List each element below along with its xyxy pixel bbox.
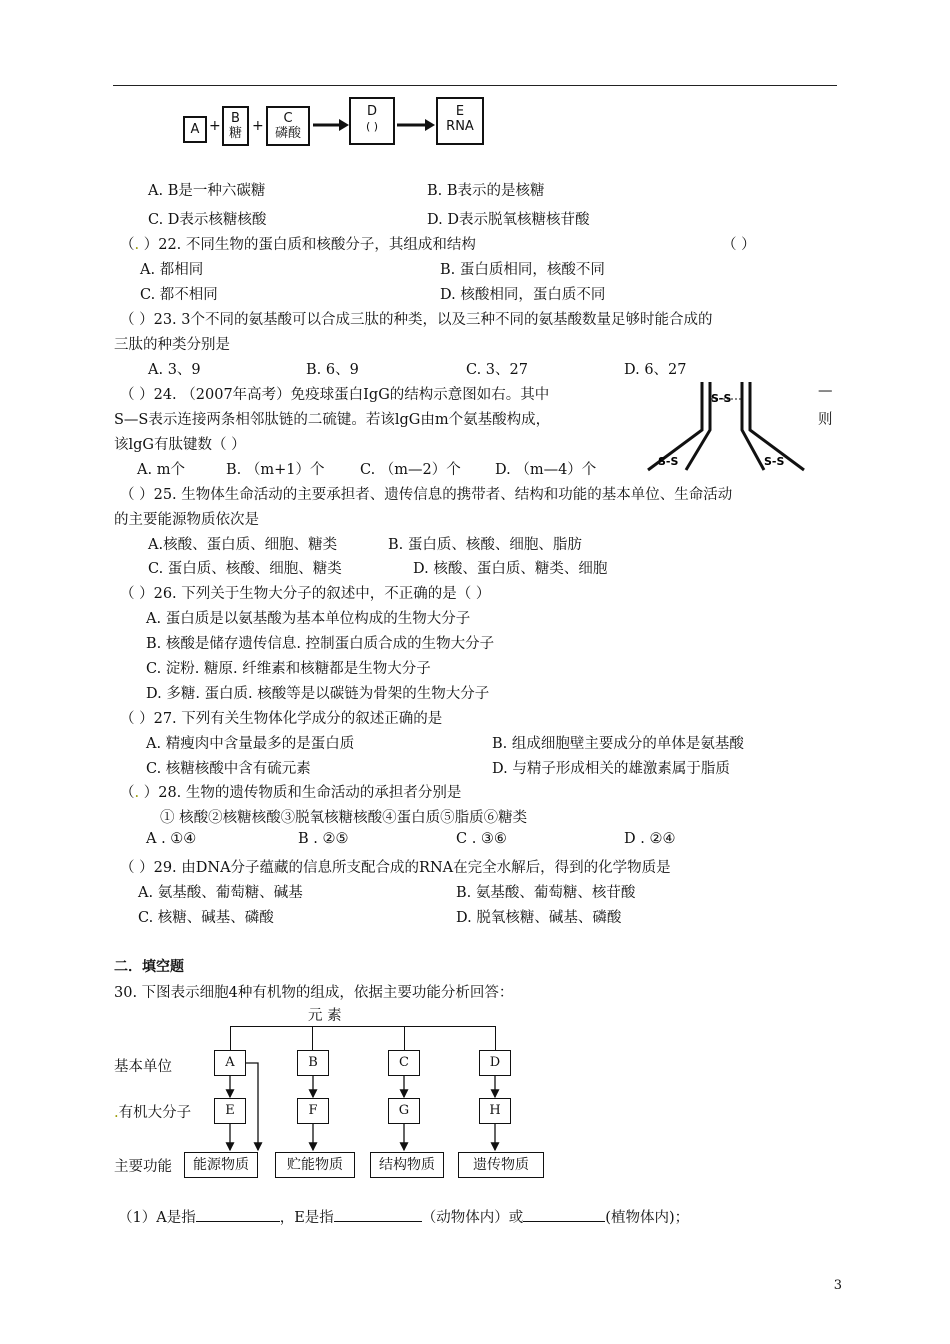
q25-stem-line1: （ ）25. 生物体生命活动的主要承担者、遗传信息的携带者、结构和功能的基本单位、生命活动	[120, 487, 733, 503]
section-title-fill-in: 二．填空题	[114, 959, 184, 975]
q23-option-d: D. 6、27	[624, 362, 687, 378]
unit-box-a: A	[214, 1050, 246, 1076]
q28-items: ① 核酸②核糖核酸③脱氧核糖核酸④蛋白质⑤脂质⑥糖类	[160, 810, 528, 826]
q22-option-a: A. 都相同	[140, 262, 204, 278]
blank-a[interactable]	[196, 1221, 280, 1222]
row-label-basic-unit: 基本单位	[114, 1059, 172, 1075]
flow-box-b: B 糖	[222, 106, 249, 146]
q29-stem: （ ）29. 由DNA分子蕴藏的信息所支配合成的RNA在完全水解后，得到的化学物质是	[120, 860, 671, 876]
q24-stem-line1-end: —	[818, 383, 833, 399]
igg-structure-diagram	[640, 378, 820, 478]
q24-option-a: A. m个	[137, 462, 185, 478]
function-box-storage: 贮能物质	[275, 1152, 355, 1178]
ss-bond-left: S-S	[658, 455, 679, 468]
q28-stem: （. ）28. 生物的遗传物质和生命活动的承担者分别是	[120, 785, 462, 801]
q27-stem: （ ）27. 下列有关生物体化学成分的叙述正确的是	[120, 711, 443, 727]
elements-label: 元 素	[308, 1008, 342, 1024]
unit-box-c: C	[388, 1050, 420, 1076]
q24-option-c: C. （m—2）个	[360, 462, 461, 478]
function-box-structural: 结构物质	[370, 1152, 444, 1178]
q30-subquestion-1: （1）A是指 ，E是指 （动物体内）或 (植物体内)；	[118, 1210, 690, 1226]
flow-arrow-1	[312, 118, 350, 132]
blank-e-plant[interactable]	[523, 1221, 605, 1222]
blank-e-animal[interactable]	[334, 1221, 422, 1222]
macro-box-g: G	[388, 1098, 420, 1124]
q25-option-c: C. 蛋白质、核酸、细胞、糖类	[148, 561, 342, 577]
q22-option-c: C. 都不相同	[140, 287, 218, 303]
q25-stem-line2: 的主要能源物质依次是	[114, 512, 259, 528]
q23-stem-line1: （ ）23. 3个不同的氨基酸可以合成三肽的种类，以及三种不同的氨基酸数量足够时能合成的	[120, 312, 713, 328]
q30-arrows	[200, 1060, 520, 1152]
q26-option-b: B. 核酸是储存遗传信息. 控制蛋白质合成的生物大分子	[146, 636, 495, 652]
q23-stem-line2: 三肽的种类分别是	[114, 337, 230, 353]
ss-bond-top: S-S	[711, 392, 732, 405]
q21-option-b: B. B表示的是核糖	[427, 183, 545, 199]
q22-option-b: B. 蛋白质相同，核酸不同	[440, 262, 605, 278]
q21-option-c: C. D表示核糖核酸	[148, 212, 267, 228]
q24-stem-line1: （ ）24. （2007年高考）免疫球蛋白IgG的结构示意图如右。其中	[120, 387, 550, 403]
macro-box-f: F	[297, 1098, 329, 1124]
row-label-main-function: 主要功能	[114, 1159, 172, 1175]
q27-option-a: A. 精瘦肉中含量最多的是蛋白质	[146, 736, 355, 752]
flow-box-e: E RNA	[436, 97, 484, 145]
q27-option-d: D. 与精子形成相关的雄激素属于脂质	[492, 761, 730, 777]
ss-bond-right: S-S	[764, 455, 785, 468]
q25-option-b: B. 蛋白质、核酸、细胞、脂肪	[388, 537, 582, 553]
q28-option-d: D . ②④	[624, 831, 676, 847]
q25-option-a: A.核酸、蛋白质、细胞、糖类	[148, 537, 338, 553]
q24-stem-line2-end: 则	[818, 412, 833, 428]
q26-option-c: C. 淀粉. 糖原. 纤维素和核糖都是生物大分子	[146, 661, 431, 677]
flow-box-a: A	[183, 116, 207, 143]
elements-bar	[230, 1026, 495, 1027]
q30-stem: 30. 下图表示细胞4种有机物的组成，依据主要功能分析回答：	[114, 985, 514, 1001]
q26-option-a: A. 蛋白质是以氨基酸为基本单位构成的生物大分子	[146, 611, 471, 627]
q29-option-d: D. 脱氧核糖、碱基、磷酸	[456, 910, 622, 926]
flow-plus-2: +	[252, 118, 264, 134]
q21-option-a: A. B是一种六碳糖	[148, 183, 266, 199]
q22-option-d: D. 核酸相同，蛋白质不同	[440, 287, 606, 303]
q21-option-d: D. D表示脱氧核糖核苷酸	[427, 212, 590, 228]
q24-option-d: D. （m—4）个	[495, 462, 597, 478]
header-rule	[113, 85, 837, 86]
flow-arrow-2	[396, 118, 436, 132]
q24-stem-line2: S—S表示连接两条相邻肽链的二硫键。若该lgG由m个氨基酸构成，	[114, 412, 551, 428]
q25-option-d: D. 核酸、蛋白质、糖类、细胞	[413, 561, 608, 577]
q26-option-d: D. 多糖. 蛋白质. 核酸等是以碳链为骨架的生物大分子	[146, 686, 490, 702]
unit-box-d: D	[479, 1050, 511, 1076]
q24-stem-line3: 该lgG有肽键数（ ）	[114, 437, 246, 453]
q23-option-c: C. 3、27	[466, 362, 528, 378]
q23-option-a: A. 3、9	[148, 362, 201, 378]
function-box-genetic: 遗传物质	[458, 1152, 544, 1178]
q27-option-c: C. 核糖核酸中含有硫元素	[146, 761, 311, 777]
flow-box-c: C 磷酸	[266, 106, 310, 146]
q28-option-a: A . ①④	[146, 831, 197, 847]
flow-box-d: D ( )	[349, 97, 395, 145]
q28-option-c: C . ③⑥	[456, 831, 507, 847]
q28-option-b: B . ②⑤	[298, 831, 349, 847]
macro-box-e: E	[214, 1098, 246, 1124]
flow-plus-1: +	[209, 118, 221, 134]
page-number: 3	[833, 1278, 842, 1293]
macro-box-h: H	[479, 1098, 511, 1124]
q29-option-b: B. 氨基酸、葡萄糖、核苷酸	[456, 885, 636, 901]
q23-option-b: B. 6、9	[306, 362, 359, 378]
q24-option-b: B. （m+1）个	[226, 462, 325, 478]
function-box-energy: 能源物质	[184, 1152, 258, 1178]
q22-answer-bracket: （ ）	[722, 237, 756, 253]
q22-stem: （. ）22. 不同生物的蛋白质和核酸分子，其组成和结构	[120, 237, 476, 253]
q29-option-c: C. 核糖、碱基、磷酸	[138, 910, 274, 926]
unit-box-b: B	[297, 1050, 329, 1076]
q27-option-b: B. 组成细胞壁主要成分的单体是氨基酸	[492, 736, 744, 752]
q26-stem: （ ）26. 下列关于生物大分子的叙述中，不正确的是（ ）	[120, 586, 491, 602]
q29-option-a: A. 氨基酸、葡萄糖、碱基	[138, 885, 303, 901]
row-label-macromolecule: .有机大分子	[114, 1105, 192, 1121]
